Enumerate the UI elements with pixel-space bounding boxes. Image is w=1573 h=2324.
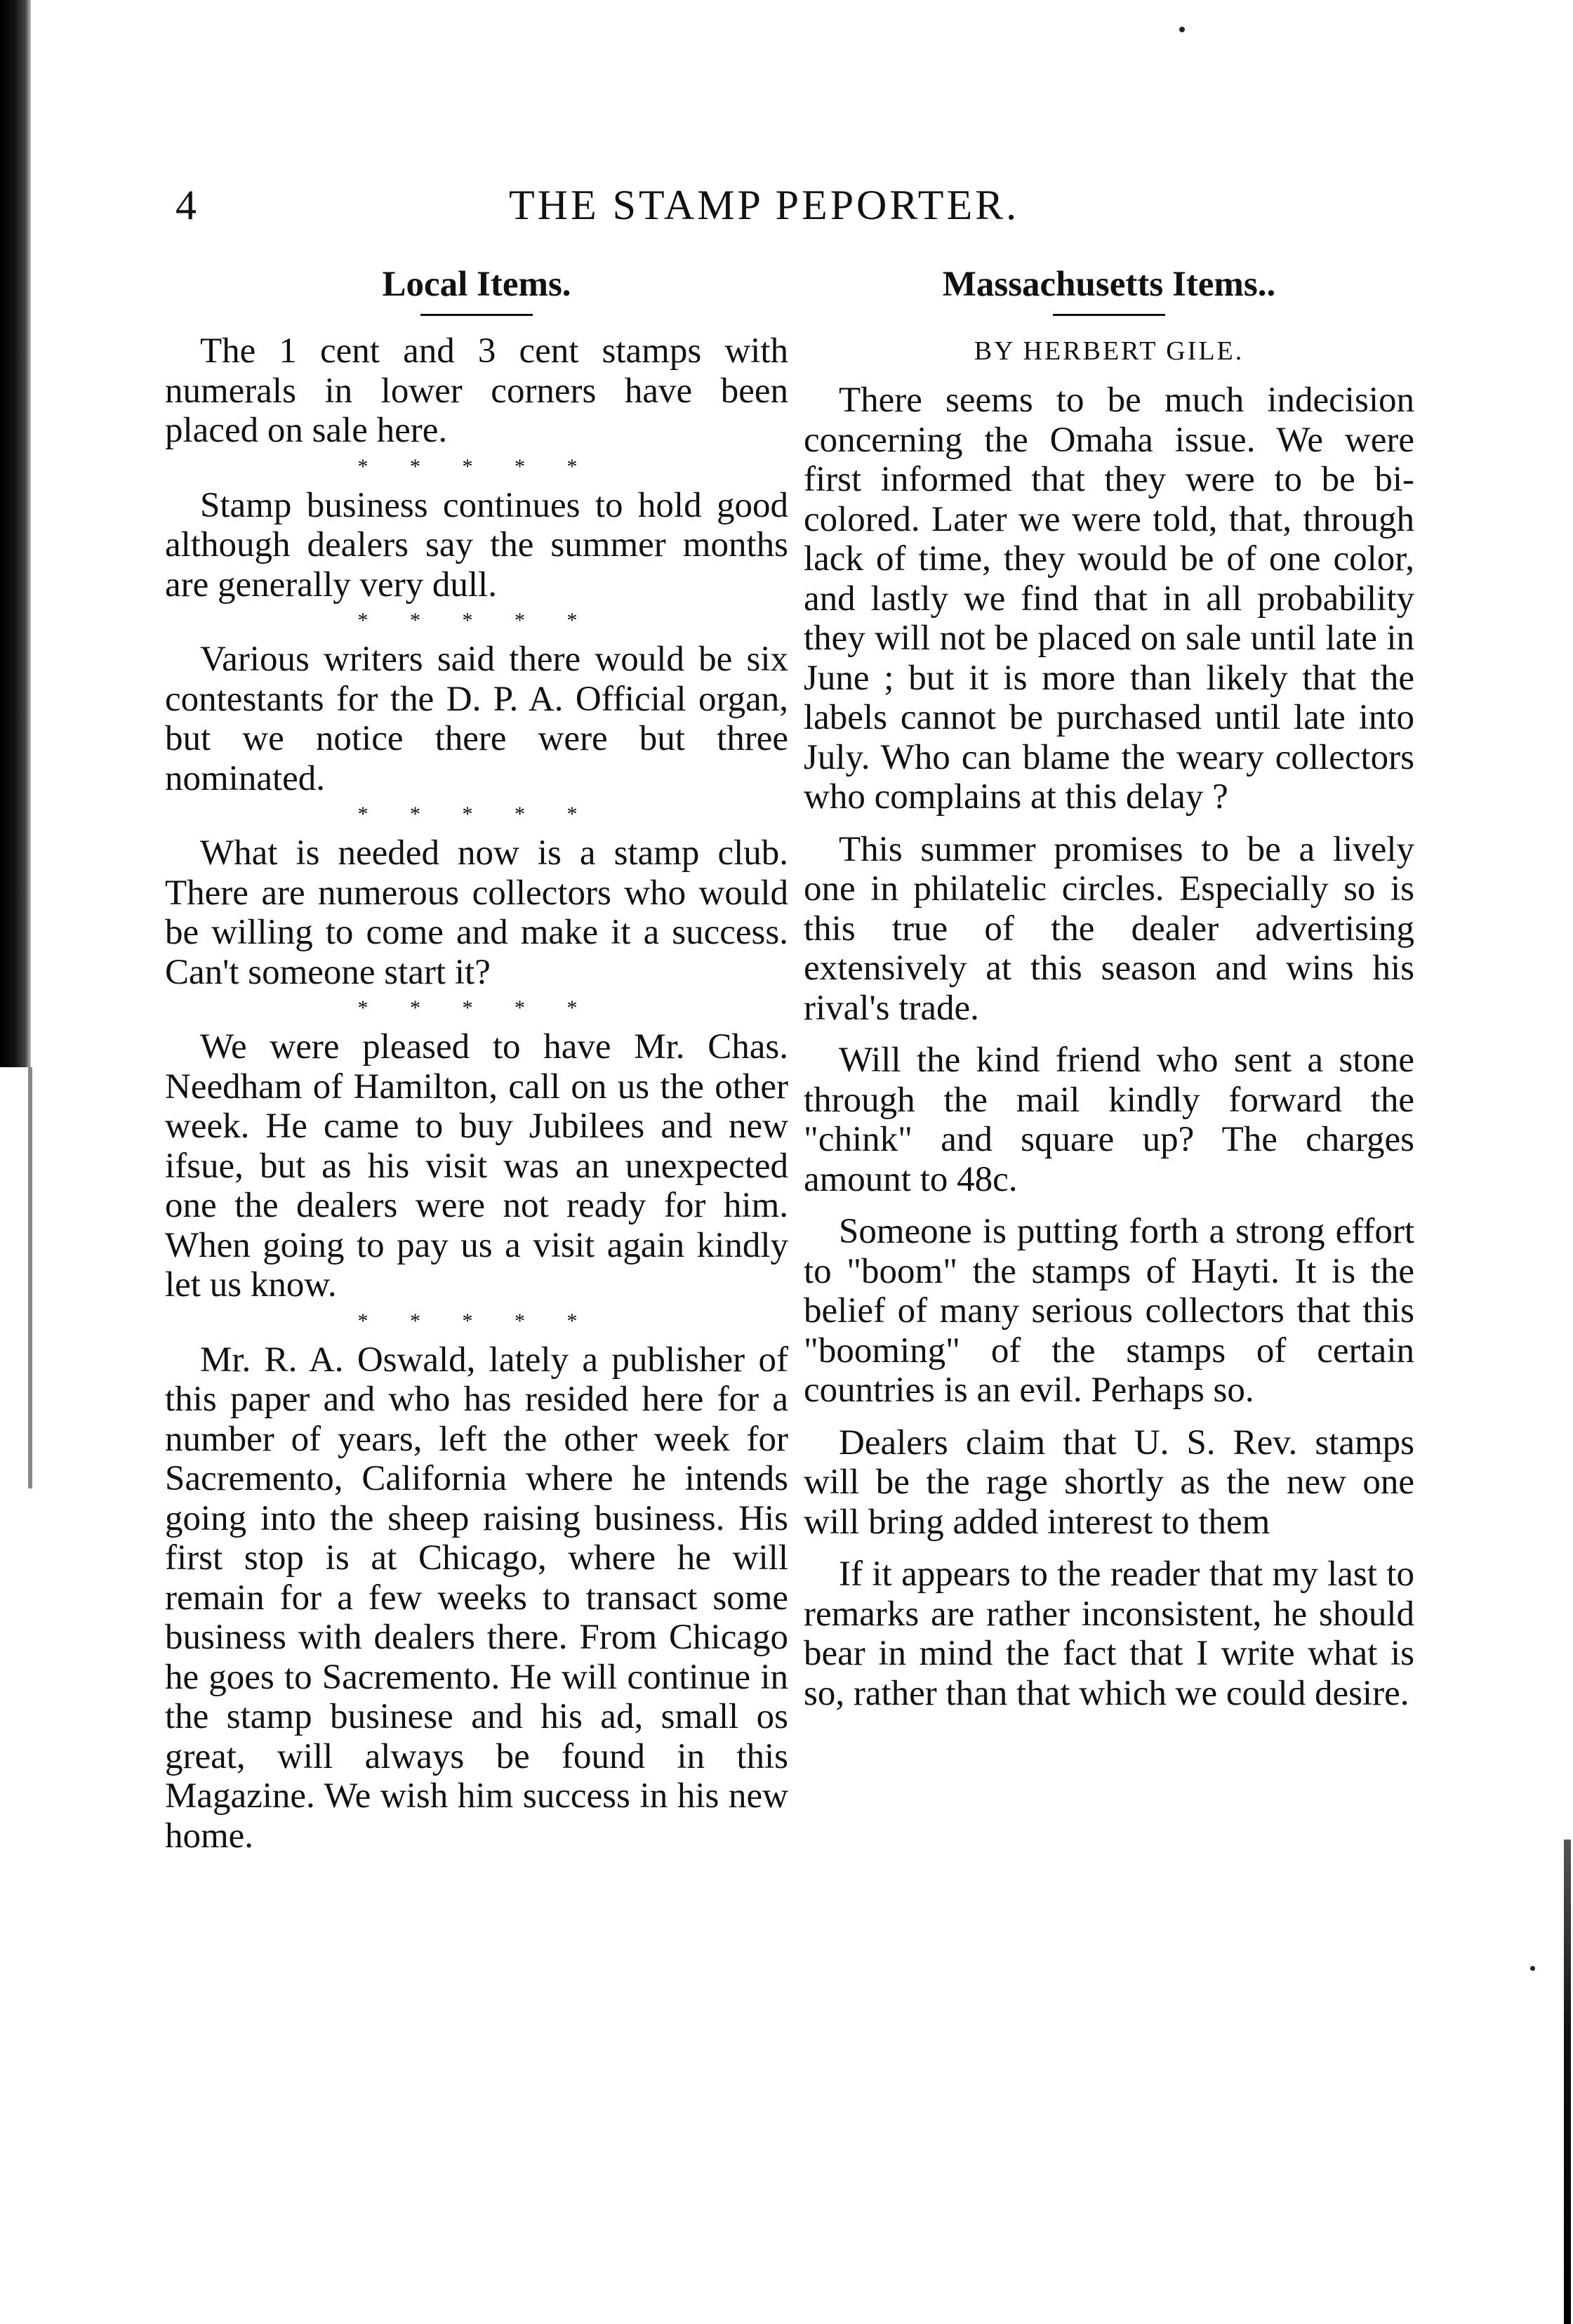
item-separator: * * * * * (357, 996, 596, 1019)
scan-binding-edge-lower (28, 1067, 32, 1488)
title-rule (1053, 314, 1165, 316)
massachusetts-item: Will the kind friend who sent a stone through the mail kindly forward the "chink" and square up? The charges amount to 48c. (804, 1041, 1414, 1199)
local-item: The 1 cent and 3 cent stamps with numerals in lower corners have been placed on sale here. (165, 331, 788, 450)
item-separator: * * * * * (357, 803, 596, 826)
massachusetts-items-column (804, 263, 1414, 1726)
massachusetts-item: Someone is putting forth a strong effort to "boom" the stamps of Hayti. It is the belief of many serious collectors that this "booming" of the stamps of certain countries is an evil. Perhaps so. (804, 1212, 1414, 1410)
byline: BY HERBERT GILE. (974, 336, 1245, 366)
scan-speck (1530, 1966, 1535, 1971)
local-item: We were pleased to have Mr. Chas. Needham of Hamilton, call on us the other week. He came to buy Jubilees and new ifsue, but as his visit was an unexpected one the dealers were not ready for him. When going to pay us a visit again kindly let us know. (165, 1027, 788, 1305)
page-number: 4 (175, 182, 198, 228)
scan-right-edge (1564, 1840, 1571, 2324)
local-item: Various writers said there would be six contestants for the D. P. A. Official organ, but we notice there were but three nominated. (165, 640, 788, 798)
local-item: What is needed now is a stamp club. There are numerous collectors who would be willing to come and make it a success. Can't someone start it? (165, 833, 788, 992)
local-item: Stamp business continues to hold good although dealers say the summer months are generally very dull. (165, 485, 788, 605)
running-title: THE STAMP PEPORTER. (509, 182, 1020, 228)
item-separator: * * * * * (357, 1309, 596, 1333)
massachusetts-item: There seems to be much indecision concerning the Omaha issue. We were first informed that they were to be bi-colored. Later we were told, that, through lack of time, they would be of one color, and lastly we find that in all probability they will not be placed on sale until late in June ; but it is more than likely that the labels cannot be purchased until late into July. Who can blame the weary collectors who complains at this delay ? (804, 381, 1414, 817)
local-items-title: Local Items. (382, 265, 571, 304)
title-rule (420, 314, 533, 316)
page-header (0, 181, 1573, 237)
massachusetts-item: This summer promises to be a lively one in philatelic circles. Especially so is this true of the dealer advertising extensively at this season and wins his rival's trade. (804, 829, 1414, 1028)
massachusetts-item: Dealers claim that U. S. Rev. stamps will be the rage shortly as the new one will bring added interest to them (804, 1422, 1414, 1542)
scan-binding-edge (0, 0, 31, 1067)
massachusetts-item: If it appears to the reader that my last to remarks are rather inconsistent, he should bear in mind the fact that I write what is so, rather than that which we could desire. (804, 1554, 1414, 1713)
local-item: Mr. R. A. Oswald, lately a publisher of this paper and who has resided here for a number of years, left the other week for Sacremento, California where he intends going into the sheep raising business. His first stop is at Chicago, where he will remain for a few weeks to transact some business with dealers there. From Chicago he goes to Sacremento. He will continue in the stamp businese and his ad, small os great, will always be found in this Magazine. We wish him success in his new home. (165, 1340, 788, 1856)
item-separator: * * * * * (357, 454, 596, 478)
massachusetts-items-title: Massachusetts Items.. (942, 265, 1276, 304)
scan-speck (1179, 27, 1185, 32)
local-items-column (165, 263, 788, 1868)
item-separator: * * * * * (357, 609, 596, 632)
